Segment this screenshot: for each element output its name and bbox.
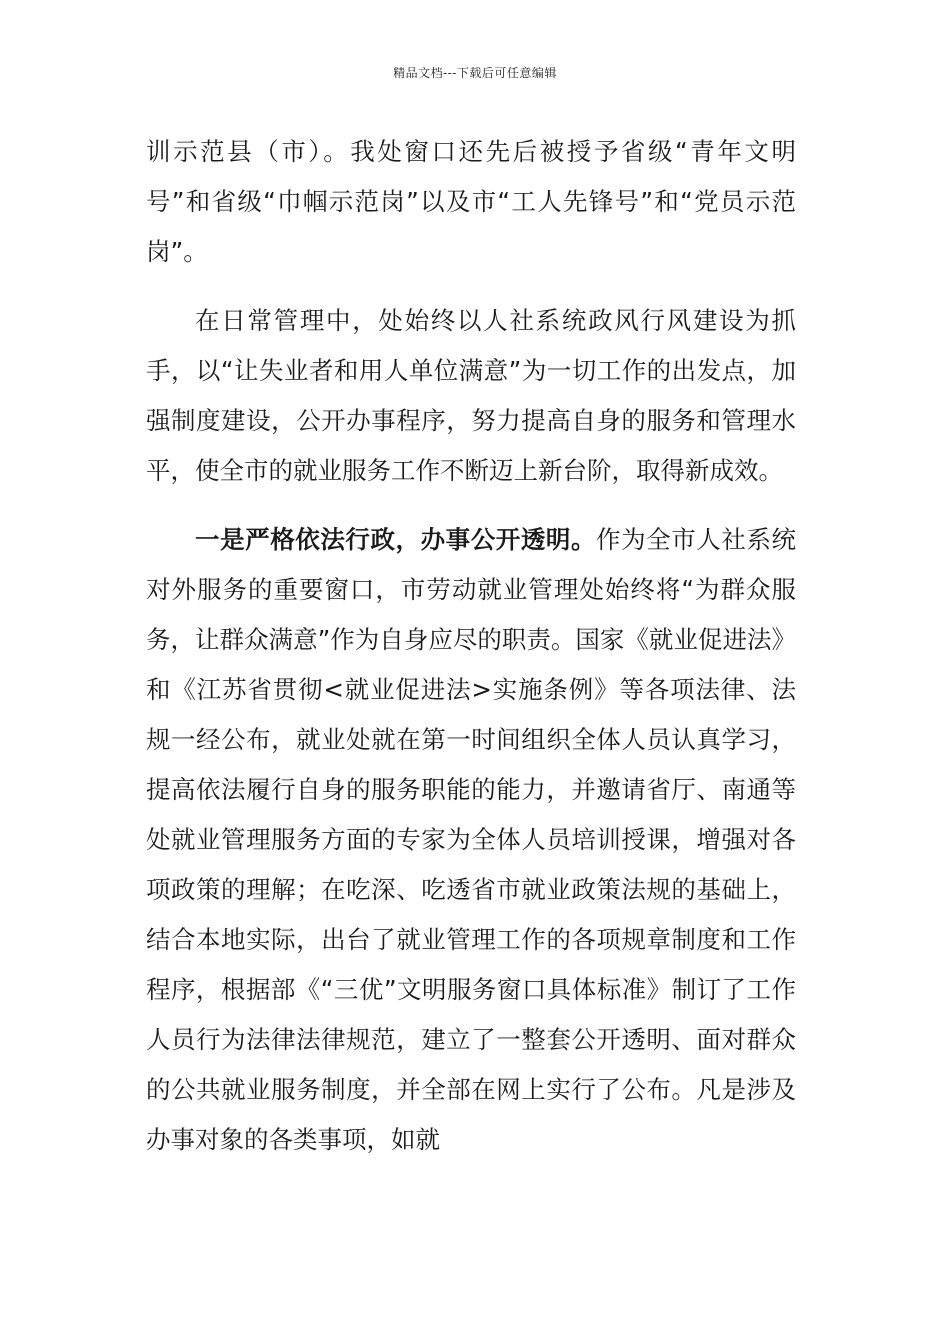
paragraph-lawful-administration: [146, 515, 796, 1165]
paragraph-continuation: [146, 127, 796, 277]
document-body: [146, 127, 796, 1184]
paragraph-lead-heading: 一是严格依法行政，办事公开透明。: [195, 525, 597, 554]
paragraph-text: 在日常管理中，处始终以人社系统政风行风建设为抓手，以“让失业者和用人单位满意”为一切工作的出发点，加强制度建设，公开办事程序，努力提高自身的服务和管理水平，使全市的就业服务工作不断迈上新台阶，取得新成效。: [146, 306, 796, 485]
paragraph-text: 作为全市人社系统对外服务的重要窗口，市劳动就业管理处始终将“为群众服务，让群众满意”作为自身应尽的职责。国家《就业促进法》和《江苏省贯彻<就业促进法>实施条例》等各项法律、法规一经公布，就业处就在第一时间组织全体人员认真学习，提高依法履行自身的服务职能的能力，并邀请省厅、南通等处就业管理服务方面的专家为全体人员培训授课，增强对各项政策的理解；在吃深、吃透省市就业政策法规的基础上，结合本地实际，出台了就业管理工作的各项规章制度和工作程序，根据部《“三优”文明服务窗口具体标准》制订了工作人员行为法律法律规范，建立了一整套公开透明、面对群众的公共就业服务制度，并全部在网上实行了公布。凡是涉及办事对象的各类事项，如就: [146, 525, 797, 1154]
paragraph-text: 训示范县（市）。我处窗口还先后被授予省级“青年文明号”和省级“巾帼示范岗”以及市“工人先锋号”和“党员示范岗”。: [146, 137, 796, 266]
page-header: 精品文档---下载后可任意编辑: [393, 66, 557, 80]
paragraph-daily-management: [146, 296, 796, 496]
